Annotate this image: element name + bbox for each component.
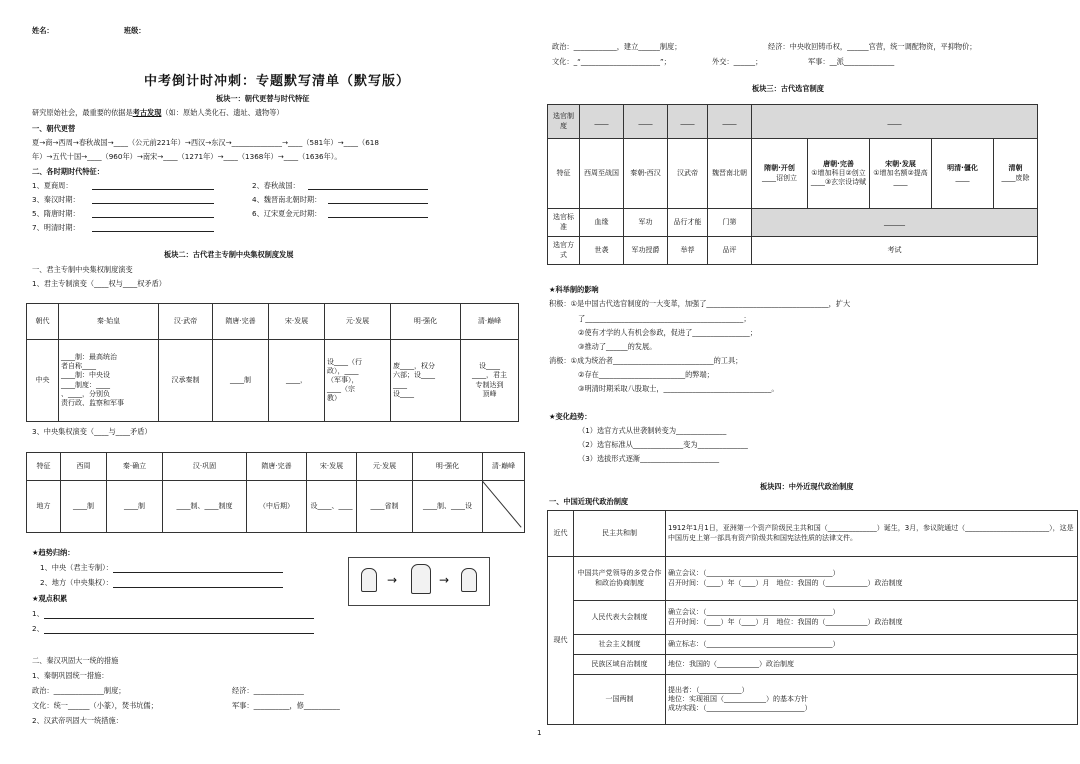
th2-han: 汉·巩固 xyxy=(163,453,247,481)
sys-npc-text: 确立会议：（____________________________________） 召开时间：（____）年（____）月 地位：我国的（____________）政治制度 xyxy=(666,601,1078,635)
measure-culture: 文化：统一______（小篆），焚书坑儒； xyxy=(32,701,158,710)
era-contemporary: 现代 xyxy=(548,557,574,725)
feat-song: 宋朝·发展 ①增加名额②提高____ xyxy=(870,139,932,209)
page-title: 中考倒计时冲刺：专题默写清单（默写版） xyxy=(144,74,411,89)
std-4: 门第 xyxy=(708,209,752,237)
sys-socialism: 社会主义制度 xyxy=(574,635,666,655)
feature-7: 7、明清时期： xyxy=(32,223,80,232)
feat-mingqing: 明清·僵化 ____ xyxy=(932,139,994,209)
th-qing: 清·巅峰 xyxy=(461,304,519,340)
sec1-heading: 板块一：朝代更替与时代特征 xyxy=(216,94,310,103)
centralization-illustration xyxy=(348,557,490,606)
era-modern-early: 近代 xyxy=(548,511,574,557)
cell-song: ____， xyxy=(269,340,325,422)
feature-6: 6、辽宋夏金元时期： xyxy=(252,209,322,218)
sys-cppcc-text: 确立会议：（____________________________________） 召开时间：（____）年（____）月 地位：我国的（____________）政治制度 xyxy=(666,557,1078,601)
measure-military: 军事：__________，修__________ xyxy=(232,701,340,710)
kj-pos-4: ③推动了______的发展。 xyxy=(578,342,657,351)
page-number: 1 xyxy=(537,728,542,737)
cell2-xizhou: ____制 xyxy=(61,481,107,533)
way-2: 军功授爵 xyxy=(624,237,668,265)
way-5: 考试 xyxy=(752,237,1038,265)
sys-republic-text: 1912年1月1日，亚洲第一个资产阶级民主共和国（______________）诞生，3月，参议院通过（________________________），这是中国历史上第一部具有资产阶级共和国宪法性质的法律文件。 xyxy=(666,511,1078,557)
sec2-heading: 板块二：古代君主专制中央集权制度发展 xyxy=(164,250,294,259)
view-1: 1、 xyxy=(32,609,314,619)
intro-suffix: （如：原始人类化石、遗址、遗物等） xyxy=(161,108,284,117)
sys-cppcc: 中国共产党领导的多党合作和政治协商制度 xyxy=(574,557,666,601)
table-modern xyxy=(547,510,1078,725)
rt-politics: 政治：____________，建立______制度； xyxy=(552,42,682,51)
kj-pos-2: 了____________________________________________； xyxy=(578,314,751,323)
class-label: 班级： xyxy=(123,26,146,35)
feat-qin: 秦朝-西汉 xyxy=(624,139,668,209)
emperor-figure-3 xyxy=(461,568,477,592)
dyn-line1: 夏→商→西周→春秋战国→____（公元前221年）→西汉→东汉→______________→____（581年）→____（618 xyxy=(32,138,379,147)
th-dynasty: 朝代 xyxy=(27,304,59,340)
table-local xyxy=(26,452,525,533)
feat-weijin: 魏晋南北朝 xyxy=(708,139,752,209)
feature-1: 1、夏商周： xyxy=(32,181,73,190)
kj-neg-1: 消极：①成为统治者____________________________的工具； xyxy=(549,356,743,365)
way-4: 品评 xyxy=(708,237,752,265)
kj-neg-2: ②存在________________________的弊端； xyxy=(578,370,714,379)
rt-military: 军事：__派______________ xyxy=(808,57,895,66)
sys-onecountry-text: 提出者：（____________） 地位：实现祖国（____________）的基本方针 成功实践：（____________________________） xyxy=(666,675,1078,725)
trend-title: ★趋势归纳： xyxy=(32,548,75,557)
feat-sui: 隋朝·开创 ____诏创立 xyxy=(752,139,808,209)
cell2-song: 设____、____ xyxy=(307,481,357,533)
sec4-sub: 一、中国近现代政治制度 xyxy=(549,497,629,506)
sec3-heading: 板块三：古代选官制度 xyxy=(752,84,824,93)
sec2-sub1b: 3、中央集权演变（____与____矛盾） xyxy=(32,427,152,436)
th2-feature: 特征 xyxy=(27,453,61,481)
view-2: 2、 xyxy=(32,624,314,634)
th-qin: 秦·始皇 xyxy=(59,304,159,340)
features-list xyxy=(32,181,392,237)
sec1-intro xyxy=(32,108,284,118)
row-method: 选官方式 xyxy=(548,237,580,265)
trend-2: 2、地方（中央集权）： xyxy=(40,578,283,588)
arrow-icon: → xyxy=(387,573,398,587)
feat-xizhou: 西周至战国 xyxy=(580,139,624,209)
th-ming: 明·强化 xyxy=(391,304,461,340)
th2-yuan: 元·发展 xyxy=(357,453,413,481)
measure-1: 1、秦朝巩固统一措施： xyxy=(32,671,109,680)
std-2: 军功 xyxy=(624,209,668,237)
way-3: 举荐 xyxy=(668,237,708,265)
cell2-suitang: （中后期） xyxy=(247,481,307,533)
measure-economy: 经济：______________ xyxy=(232,686,304,695)
kj-pos-3: ②使有才学的人有机会参政，促进了________________； xyxy=(578,328,757,337)
row-central: 中央 xyxy=(27,340,59,422)
sys-socialism-text: 确立标志：（____________________________________） xyxy=(666,635,1078,655)
intro-key: 考古发现 xyxy=(132,108,162,117)
cell-qing: 设____ ____，君主 专制达到 顶峰 xyxy=(461,340,519,422)
feature-3: 3、秦汉时期： xyxy=(32,195,80,204)
way-1: 世袭 xyxy=(580,237,624,265)
th2-qing: 清·巅峰 xyxy=(483,453,525,481)
sel-trend-1: （1）选官方式从世袭制转变为______________ xyxy=(578,426,727,435)
sec4-heading: 板块四：中外近现代政治制度 xyxy=(760,482,854,491)
feat-tang: 唐朝·完善 ①增加科目②创立____③玄宗设诗赋 xyxy=(808,139,870,209)
th2-suitang: 隋唐·完善 xyxy=(247,453,307,481)
feature-4: 4、魏晋南北朝时期： xyxy=(252,195,322,204)
row-local: 地方 xyxy=(27,481,61,533)
sys-autonomy: 民族区域自治制度 xyxy=(574,655,666,675)
sys-autonomy-text: 地位：我国的（____________）政治制度 xyxy=(666,655,1078,675)
sec2-sub1: 一、君主专制中央集权制度演变 xyxy=(32,265,133,274)
cell-yuan: 设____（行 政），____ （军事）， ____（宗 教） xyxy=(325,340,391,422)
cell2-qing-empty xyxy=(483,481,525,533)
cell2-han: ____制、____制度 xyxy=(163,481,247,533)
cell-han: 汉承秦制 xyxy=(159,340,213,422)
emperor-figure-1 xyxy=(361,568,377,592)
std-1: 血缘 xyxy=(580,209,624,237)
measure-politics: 政治：______________制度； xyxy=(32,686,126,695)
kj-neg-3: ③明清时期采取八股取士，______________________________。 xyxy=(578,384,779,393)
feat-qing: 清朝 ____废除 xyxy=(994,139,1038,209)
cell-suitang: ____制 xyxy=(213,340,269,422)
th-han: 汉·武帝 xyxy=(159,304,213,340)
sel-trend-title: ★变化趋势： xyxy=(549,412,592,421)
name-label: 姓名： xyxy=(32,26,54,35)
feat-hanwu: 汉武帝 xyxy=(668,139,708,209)
th2-qin: 秦·确立 xyxy=(107,453,163,481)
sel-trend-2: （2）选官标准从______________变为______________ xyxy=(578,440,748,449)
cell-ming: 废____，权分 六部；设____ ____ 设____ xyxy=(391,340,461,422)
rt-culture: 文化：_“______________________”； xyxy=(552,57,671,66)
cell2-yuan: ____省制 xyxy=(357,481,413,533)
cell2-ming: ____制、____设 xyxy=(413,481,483,533)
feature-5: 5、隋唐时期： xyxy=(32,209,80,218)
view-title: ★观点积累 xyxy=(32,594,68,603)
feat-title: 二、各时期时代特征： xyxy=(32,167,104,176)
cell2-qin: ____制 xyxy=(107,481,163,533)
kj-title: ★科举制的影响 xyxy=(549,285,599,294)
row-feature: 特征 xyxy=(548,139,580,209)
table-selection: 选官制度 ____ ____ ____ ____ ____ 特征 西周至战国 秦朝-西汉 汉武帝 魏晋南北朝 隋朝·开创 ____诏创立 唐朝·完善 ①增加科目②创立____③玄宗设诗赋 宋朝·发展 ①增加名额②提高____ 明清·僵化 ____ 清朝 ____废除 选官标准 血缘 军功 品行才能 门第 ______ 选官方式 世袭 军功授爵 举荐 品评 考试 xyxy=(547,104,1038,265)
dyn-title: 一、朝代更替 xyxy=(32,124,76,133)
sys-republic: 民主共和制 xyxy=(574,511,666,557)
rt-economy: 经济：中央收回铸币权，______官营，统一调配物资，平抑物价； xyxy=(768,42,977,51)
arrow-icon-2: → xyxy=(439,573,450,587)
sys-onecountry: 一国两制 xyxy=(574,675,666,725)
th-suitang: 隋唐·完善 xyxy=(213,304,269,340)
th-yuan: 元·发展 xyxy=(325,304,391,340)
trend-1: 1、中央（君主专制）： xyxy=(40,563,283,573)
sel-trend-3: （3）选拔形式逐渐______________________ xyxy=(578,454,720,463)
cell-qin: ____制：最高统治 者自称____ ____制：中央设 ____制度：____ 、____，分别负 责行政、监察和军事 xyxy=(59,340,159,422)
emperor-figure-2 xyxy=(411,564,431,594)
th2-xizhou: 西周 xyxy=(61,453,107,481)
intro-prefix: 研究原始社会，最重要的依据是 xyxy=(32,108,133,117)
sec2-sub2: 二、秦汉巩固大一统的措施 xyxy=(32,656,119,665)
dyn-line2: 年）→五代十国→____（960年）→南宋→____（1271年）→____（1368年）→____（1636年）。 xyxy=(32,152,342,161)
row-standard: 选官标准 xyxy=(548,209,580,237)
measure-2: 2、汉武帝巩固大一统措施： xyxy=(32,716,123,725)
table-central xyxy=(26,303,519,422)
sys-npc: 人民代表大会制度 xyxy=(574,601,666,635)
std-3: 品行才能 xyxy=(668,209,708,237)
th2-song: 宋·发展 xyxy=(307,453,357,481)
kj-pos-1: 积极：①是中国古代选官制度的一大变革，加强了__________________________________，扩大 xyxy=(549,299,851,308)
rt-diplomacy: 外交：______； xyxy=(712,57,763,66)
th-song: 宋·发展 xyxy=(269,304,325,340)
row-system: 选官制度 xyxy=(548,105,580,139)
th2-ming: 明·强化 xyxy=(413,453,483,481)
feature-2: 2、春秋战国： xyxy=(252,181,300,190)
sec2-sub1a: 1、君主专制演变（____权与____权矛盾） xyxy=(32,279,166,288)
